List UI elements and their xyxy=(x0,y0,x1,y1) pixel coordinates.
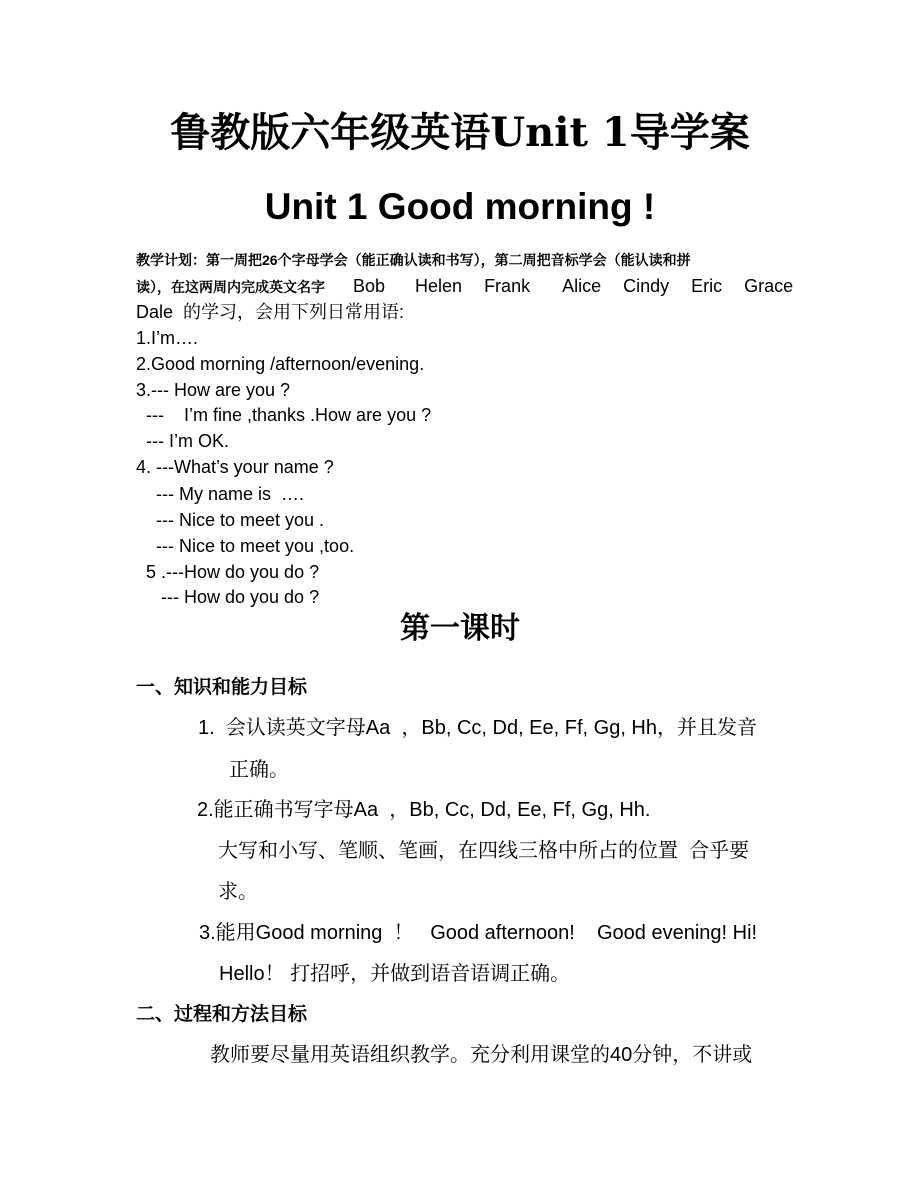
objective-2-cont-2: 求。 xyxy=(218,881,258,903)
phrase-line: 5 .---How do you do ? xyxy=(136,562,320,582)
phrase-line: --- I’m fine ,thanks .How are you ? xyxy=(136,405,432,425)
section-2-heading: 二、过程和方法目标 xyxy=(136,1004,308,1025)
name-alice: Alice xyxy=(562,276,602,296)
phrase-line: 1.I’m…. xyxy=(136,328,199,348)
objective-3: 3.能用Good morning ！ Good afternoon! Good evening! Hi! xyxy=(199,922,758,944)
objective-2: 2.能正确书写字母Aa ，Bb, Cc, Dd, Ee, Ff, Gg, Hh. xyxy=(197,799,651,821)
objective-2-cont: 大写和小写、笔顺、笔画，在四线三格中所占的位置 合乎要 xyxy=(218,840,750,862)
phrase-line: --- My name is …. xyxy=(136,484,305,504)
phrase-line: 3.--- How are you ? xyxy=(136,380,291,400)
objective-1: 1. 会认读英文字母Aa ，Bb, Cc, Dd, Ee, Ff, Gg, Hh，并且发音 xyxy=(198,717,758,739)
plan-line-2 xyxy=(136,276,793,297)
lesson-title: 第一课时 xyxy=(400,611,520,646)
name-bob: Bob xyxy=(353,276,386,296)
section-1-heading: 一、知识和能力目标 xyxy=(136,677,308,698)
phrase-line: 2.Good morning /afternoon/evening. xyxy=(136,354,425,374)
section-2-text: 教师要尽量用英语组织教学。充分利用课堂的40分钟，不讲或 xyxy=(210,1044,753,1066)
name-helen: Helen xyxy=(415,276,463,296)
name-cindy: Cindy xyxy=(623,276,670,296)
plan-line-3: Dale 的学习，会用下列日常用语: xyxy=(136,302,405,322)
phrase-line: 4. ---What’s your name ? xyxy=(136,457,334,477)
name-grace: Grace xyxy=(744,276,794,296)
phrase-line: --- How do you do ? xyxy=(136,587,320,607)
name-eric: Eric xyxy=(691,276,723,296)
unit-subtitle: Unit 1 Good morning ! xyxy=(264,186,656,227)
plan-line-1: 教学计划：第一周把26个字母学会（能正确认读和书写），第二周把音标学会（能认读和拼 xyxy=(136,252,691,268)
document-title: 鲁教版六年级英语Unit 1导学案 xyxy=(170,109,750,156)
objective-3-cont: Hello！ 打招呼，并做到语音语调正确。 xyxy=(219,963,571,985)
phrase-line: --- I’m OK. xyxy=(136,431,229,451)
phrase-line: --- Nice to meet you ,too. xyxy=(136,536,355,556)
name-frank: Frank xyxy=(484,276,531,296)
plan-line-2-text: 读），在这两周内完成英文名字 xyxy=(136,279,325,295)
objective-1-cont: 正确。 xyxy=(229,759,289,781)
phrase-line: --- Nice to meet you . xyxy=(136,510,325,530)
